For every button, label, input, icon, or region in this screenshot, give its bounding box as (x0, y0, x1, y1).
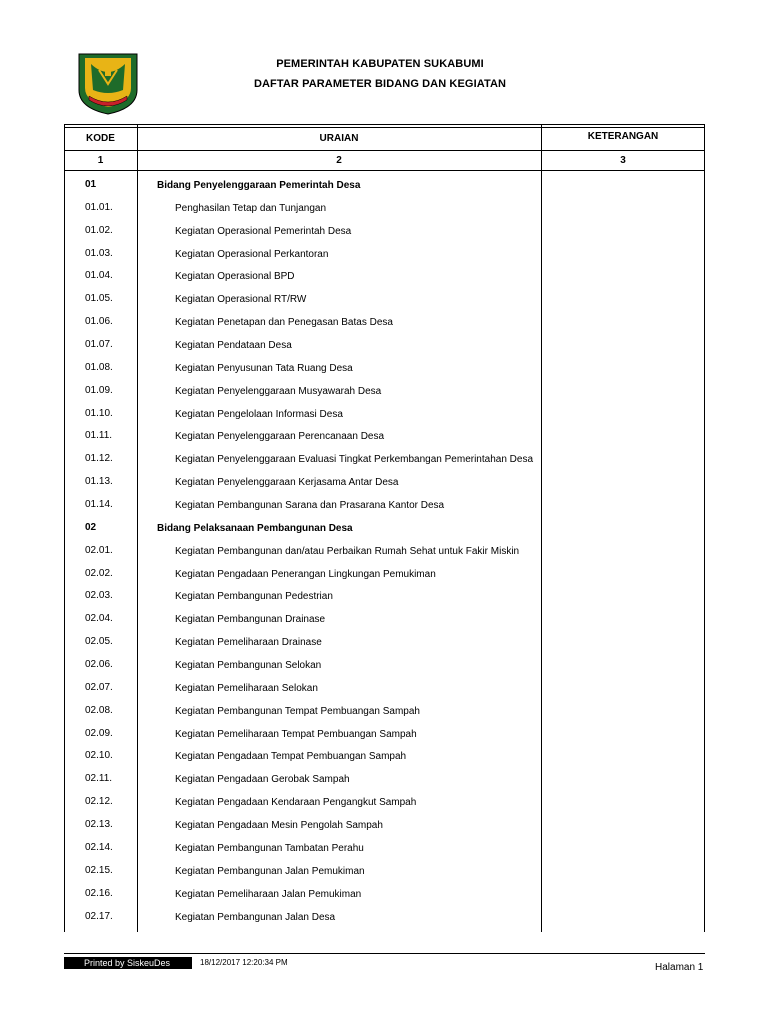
row-description: Kegiatan Pembangunan Selokan (175, 660, 322, 672)
table-row (64, 745, 705, 768)
row-description: Penghasilan Tetap dan Tunjangan (175, 202, 327, 214)
column-header-keterangan: KETERANGAN (587, 131, 659, 142)
table-row (64, 243, 705, 266)
row-code: 01.12. (85, 453, 113, 465)
row-description: Kegiatan Pemeliharaan Tempat Pembuangan Sampah (175, 728, 417, 740)
header-divider (64, 150, 705, 151)
row-code: 01.14. (85, 499, 113, 511)
row-code: 02.17. (85, 910, 113, 922)
row-code: 01.09. (85, 384, 113, 396)
row-code: 01.04. (85, 270, 113, 282)
table-row (64, 311, 705, 334)
table-top-border-double (64, 127, 705, 128)
table-row (64, 700, 705, 723)
table-row (64, 631, 705, 654)
row-description: Kegiatan Operasional Perkantoran (175, 248, 329, 260)
row-code: 02.12. (85, 796, 113, 808)
table-row (64, 654, 705, 677)
row-description: Kegiatan Operasional BPD (175, 271, 295, 283)
row-code: 02.02. (85, 567, 113, 579)
column-header-kode: KODE (86, 133, 115, 144)
footer-divider (64, 953, 705, 954)
row-description: Kegiatan Operasional RT/RW (175, 294, 307, 306)
table-row (64, 265, 705, 288)
row-description: Kegiatan Penyelenggaraan Evaluasi Tingkat Perkembangan Pemerintahan Desa (175, 454, 534, 466)
table-row (64, 448, 705, 471)
printed-by-label: Printed by SiskeuDes (64, 957, 192, 969)
row-description: Kegiatan Operasional Pemerintah Desa (175, 225, 352, 237)
row-description: Kegiatan Pembangunan Jalan Pemukiman (175, 865, 365, 877)
row-code: 02.16. (85, 887, 113, 899)
row-description: Kegiatan Penyelenggaraan Kerjasama Antar Desa (175, 477, 399, 489)
table-row (64, 197, 705, 220)
row-description: Kegiatan Penetapan dan Penegasan Batas Desa (175, 317, 393, 329)
table-row (64, 471, 705, 494)
column-number-2: 2 (336, 155, 342, 166)
row-code: 02.11. (85, 773, 113, 785)
row-description: Kegiatan Pengadaan Mesin Pengolah Sampah (175, 820, 383, 832)
row-code: 01.13. (85, 476, 113, 488)
table-row (64, 768, 705, 791)
column-header-uraian: URAIAN (319, 133, 359, 144)
table-row (64, 425, 705, 448)
row-code: 01.10. (85, 407, 113, 419)
sukabumi-regency-crest-icon (75, 50, 141, 116)
row-description: Kegiatan Pembangunan Jalan Desa (175, 911, 336, 923)
row-code: 02.07. (85, 681, 113, 693)
row-description: Kegiatan Pembangunan Tambatan Perahu (175, 842, 364, 854)
document-title-line1: PEMERINTAH KABUPATEN SUKABUMI (276, 58, 484, 70)
bidang-row (64, 174, 705, 197)
column-number-3: 3 (620, 155, 626, 166)
row-code: 02.03. (85, 590, 113, 602)
table-row (64, 723, 705, 746)
row-code: 02.09. (85, 727, 113, 739)
row-description: Kegiatan Pembangunan dan/atau Perbaikan Rumah Sehat untuk Fakir Miskin (175, 545, 520, 557)
table-row (64, 677, 705, 700)
row-description: Kegiatan Pengadaan Kendaraan Pengangkut Sampah (175, 797, 417, 809)
row-code: 02.10. (85, 750, 113, 762)
row-code: 01.11. (85, 430, 113, 442)
row-description: Kegiatan Pengelolaan Informasi Desa (175, 408, 343, 420)
table-row (64, 334, 705, 357)
row-code: 02.01. (85, 544, 113, 556)
row-description: Kegiatan Pendataan Desa (175, 340, 292, 352)
row-description: Kegiatan Pemeliharaan Jalan Pemukiman (175, 888, 362, 900)
row-code: 01.01. (85, 201, 113, 213)
print-timestamp: 18/12/2017 12:20:34 PM (200, 958, 288, 967)
row-code: 02.14. (85, 841, 113, 853)
row-description: Kegiatan Pembangunan Sarana dan Prasarana Kantor Desa (175, 500, 445, 512)
page-number: Halaman 1 (655, 962, 704, 973)
bidang-row (64, 517, 705, 540)
table-row (64, 883, 705, 906)
document-title-line2: DAFTAR PARAMETER BIDANG DAN KEGIATAN (253, 78, 507, 90)
table-row (64, 860, 705, 883)
row-code: 02.15. (85, 864, 113, 876)
column-number-divider (64, 170, 705, 171)
row-code: 01.08. (85, 361, 113, 373)
column-number-1: 1 (97, 155, 104, 166)
table-row (64, 608, 705, 631)
table-row (64, 585, 705, 608)
row-description: Kegiatan Pengadaan Gerobak Sampah (175, 774, 350, 786)
table-row (64, 380, 705, 403)
row-description: Kegiatan Penyusunan Tata Ruang Desa (175, 362, 353, 374)
row-description: Bidang Pelaksanaan Pembangunan Desa (157, 522, 353, 534)
table-row (64, 791, 705, 814)
table-row (64, 563, 705, 586)
row-description: Kegiatan Penyelenggaraan Musyawarah Desa (175, 385, 382, 397)
row-description: Kegiatan Pembangunan Pedestrian (175, 591, 333, 603)
table-row (64, 357, 705, 380)
row-code: 01.05. (85, 293, 113, 305)
table-top-border (64, 124, 705, 125)
row-description: Kegiatan Pengadaan Tempat Pembuangan Sampah (175, 751, 407, 763)
row-code: 02.04. (85, 613, 113, 625)
row-code: 01 (85, 179, 97, 190)
row-code: 01.07. (85, 339, 113, 351)
table-row (64, 288, 705, 311)
row-description: Bidang Penyelenggaraan Pemerintah Desa (157, 180, 361, 191)
row-code: 01.02. (85, 224, 113, 236)
row-description: Kegiatan Pemeliharaan Drainase (175, 637, 322, 649)
table-body (64, 174, 705, 932)
row-code: 02 (85, 521, 97, 533)
table-row (64, 220, 705, 243)
row-description: Kegiatan Pembangunan Tempat Pembuangan Sampah (175, 705, 420, 717)
row-code: 02.13. (85, 819, 113, 831)
row-code: 02.08. (85, 704, 113, 716)
table-row (64, 403, 705, 426)
row-code: 02.05. (85, 636, 113, 648)
table-row (64, 837, 705, 860)
row-description: Kegiatan Pemeliharaan Selokan (175, 682, 318, 694)
row-code: 02.06. (85, 659, 113, 671)
table-row (64, 814, 705, 837)
row-code: 01.03. (85, 247, 113, 259)
table-row (64, 906, 705, 929)
table-row (64, 494, 705, 517)
table-row (64, 540, 705, 563)
row-code: 01.06. (85, 316, 113, 328)
row-description: Kegiatan Pengadaan Penerangan Lingkungan Pemukiman (175, 568, 436, 580)
row-description: Kegiatan Penyelenggaraan Perencanaan Desa (175, 431, 385, 443)
row-description: Kegiatan Pembangunan Drainase (175, 614, 326, 626)
